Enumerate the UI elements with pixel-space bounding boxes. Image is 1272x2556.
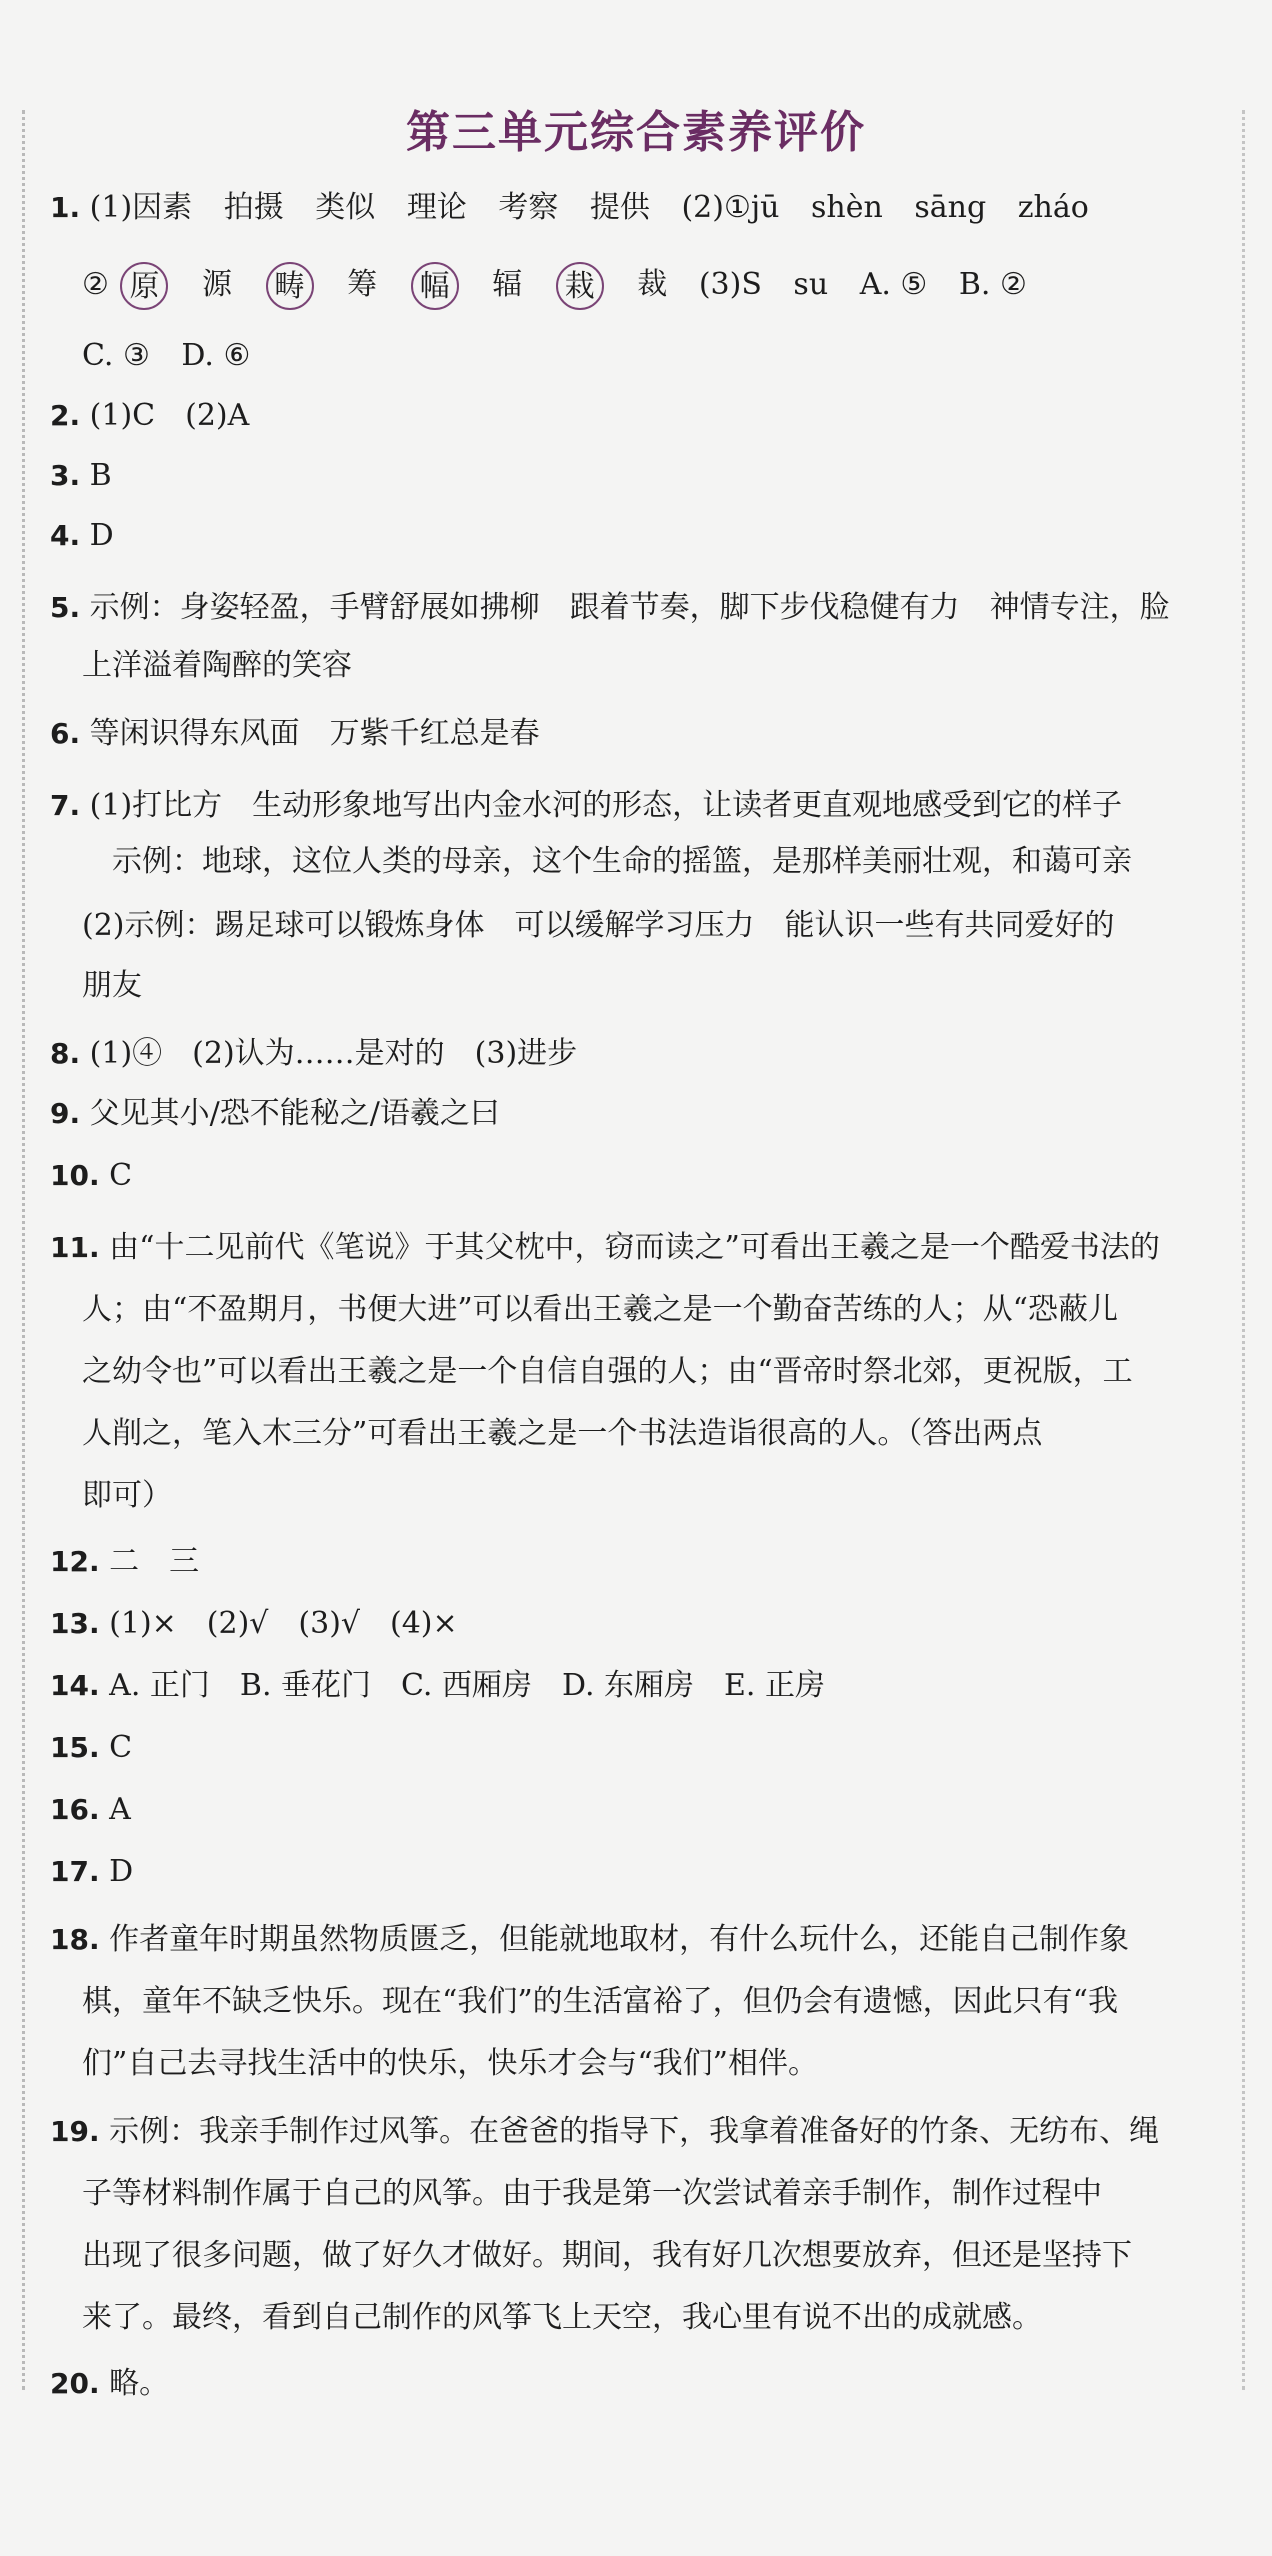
q3	[50, 456, 1180, 496]
q11-number: 11.	[50, 1231, 100, 1264]
q1-line3	[82, 336, 1212, 376]
q9	[50, 1094, 1180, 1134]
q1-word: 拍摄	[223, 190, 284, 225]
q1-item: D. ⑥	[181, 338, 251, 373]
q14-answer: A. 正门 B. 垂花门 C. 西厢房 D. 东厢房 E. 正房	[109, 1668, 825, 1703]
circled-char: 畴	[266, 262, 314, 310]
q11-text: 由“十二见前代《笔说》于其父枕中，窃而读之”可看出王羲之是一个酷爱书法的	[109, 1230, 1160, 1265]
q2	[50, 396, 1180, 436]
q17-answer: D	[109, 1854, 134, 1889]
q1-item: B. ②	[958, 267, 1027, 302]
q19-line4	[82, 2298, 1212, 2338]
right-dotted-border	[1242, 110, 1245, 2390]
q18-text: 们”自己去寻找生活中的快乐，快乐才会与“我们”相伴。	[82, 2046, 819, 2081]
q4-answer: D	[89, 518, 114, 553]
circled-char: 栽	[556, 262, 604, 310]
q1-word: 提供	[589, 190, 650, 225]
q1-word: 类似	[315, 190, 376, 225]
q13	[50, 1604, 1180, 1644]
q14-number: 14.	[50, 1669, 100, 1702]
q12-answer: 二 三	[109, 1544, 200, 1579]
q1-item: A. ⑤	[859, 267, 928, 302]
q6-number: 6.	[50, 717, 81, 750]
q19-line2	[82, 2174, 1212, 2214]
q17-number: 17.	[50, 1855, 100, 1888]
q3-number: 3.	[50, 459, 81, 492]
plain-char: 源	[202, 267, 232, 302]
q1-number: 1.	[50, 191, 81, 224]
q10	[50, 1156, 1180, 1196]
circled-char: 幅	[411, 262, 459, 310]
q18-text: 作者童年时期虽然物质匮乏，但能就地取材，有什么玩什么，还能自己制作象	[109, 1922, 1130, 1957]
q5-line1	[50, 588, 1180, 628]
q15	[50, 1728, 1180, 1768]
left-dotted-border	[22, 110, 25, 2390]
q1-line2	[82, 262, 1212, 310]
q16-answer: A	[109, 1792, 131, 1827]
q19-line3	[82, 2236, 1212, 2276]
q1-item: su	[793, 267, 829, 302]
q7-line4	[82, 966, 1212, 1006]
q19-text: 来了。最终，看到自己制作的风筝飞上天空，我心里有说不出的成就感。	[82, 2300, 1042, 2335]
q18-line3	[82, 2044, 1212, 2084]
plain-char: 裁	[637, 267, 668, 302]
q13-number: 13.	[50, 1607, 100, 1640]
q15-answer: C	[109, 1730, 133, 1765]
q11-text: 之幼令也”可以看出王羲之是一个自信自强的人；由“晋帝时祭北郊，更祝版，工	[82, 1354, 1133, 1389]
q7-number: 7.	[50, 789, 81, 822]
circled-char: 原	[120, 262, 168, 310]
q7-line3	[82, 906, 1212, 946]
q16	[50, 1790, 1180, 1830]
q1-item: (3)S	[698, 267, 762, 302]
q1-line1	[50, 188, 1180, 228]
q1-pinyin: sāng	[914, 190, 987, 225]
q18-number: 18.	[50, 1923, 100, 1956]
q6	[50, 714, 1180, 754]
q11-text: 人削之，笔入木三分”可看出王羲之是一个书法造诣很高的人。（答出两点	[82, 1416, 1043, 1451]
q18-line1	[50, 1920, 1180, 1960]
q7-line2	[112, 842, 1242, 882]
q7-text: (2)示例：踢足球可以锻炼身体 可以缓解学习压力 能认识一些有共同爱好的	[82, 908, 1115, 943]
q1-item: C. ③	[82, 338, 150, 373]
q4	[50, 516, 1180, 556]
q18-line2	[82, 1982, 1212, 2022]
q11-line3	[82, 1352, 1212, 1392]
q12	[50, 1542, 1180, 1582]
q10-answer: C	[109, 1158, 133, 1193]
q7-line1	[50, 786, 1180, 826]
plain-char: 筹	[347, 267, 378, 302]
q1-word: 考察	[498, 190, 559, 225]
q8-number: 8.	[50, 1037, 81, 1070]
q1-word: (1)因素	[89, 190, 193, 225]
q11-text: 人；由“不盈期月，书便大进”可以看出王羲之是一个勤奋苦练的人；从“恐蔽儿	[82, 1292, 1119, 1327]
q4-number: 4.	[50, 519, 81, 552]
q8-answer: (1)④ (2)认为……是对的 (3)进步	[89, 1036, 578, 1071]
q9-answer: 父见其小/恐不能秘之/语羲之曰	[89, 1096, 500, 1131]
q19-text: 子等材料制作属于自己的风筝。由于我是第一次尝试着亲手制作，制作过程中	[82, 2176, 1102, 2211]
q7-text: 朋友	[82, 968, 142, 1003]
q2-number: 2.	[50, 399, 81, 432]
q19-line1	[50, 2112, 1180, 2152]
q9-number: 9.	[50, 1097, 81, 1130]
q11-text: 即可）	[82, 1478, 172, 1513]
q12-number: 12.	[50, 1545, 100, 1578]
q1-pinyin: (2)①jū	[681, 190, 780, 225]
q1-pinyin: zháo	[1017, 190, 1089, 225]
plain-char: 辐	[492, 267, 523, 302]
q17	[50, 1852, 1180, 1892]
q18-text: 棋，童年不缺乏快乐。现在“我们”的生活富裕了，但仍会有遗憾，因此只有“我	[82, 1984, 1119, 2019]
q19-text: 出现了很多问题，做了好久才做好。期间，我有好几次想要放弃，但还是坚持下	[82, 2238, 1132, 2273]
q11-line4	[82, 1414, 1212, 1454]
q14	[50, 1666, 1180, 1706]
q19-number: 19.	[50, 2115, 100, 2148]
q10-number: 10.	[50, 1159, 100, 1192]
q8	[50, 1034, 1180, 1074]
q6-answer: 等闲识得东风面 万紫千红总是春	[89, 716, 540, 751]
q1-word: 理论	[406, 190, 467, 225]
q16-number: 16.	[50, 1793, 100, 1826]
q20-answer: 略。	[109, 2366, 170, 2401]
q1-pinyin: shèn	[811, 190, 883, 225]
q5-number: 5.	[50, 591, 81, 624]
q2-answer: (1)C (2)A	[89, 398, 250, 433]
q11-line5	[82, 1476, 1212, 1516]
q11-line1	[50, 1228, 1180, 1268]
q7-text: (1)打比方 生动形象地写出内金水河的形态，让读者更直观地感受到它的样子	[89, 788, 1123, 823]
q5-line2	[82, 646, 1212, 686]
q20	[50, 2364, 1180, 2404]
q15-number: 15.	[50, 1731, 100, 1764]
page-title: 第三单元综合素养评价	[406, 107, 866, 158]
q5-text: 示例：身姿轻盈，手臂舒展如拂柳 跟着节奏，脚下步伐稳健有力 神情专注，脸	[89, 590, 1170, 625]
q1-circle-prefix: ②	[82, 267, 109, 302]
q7-text: 示例：地球，这位人类的母亲，这个生命的摇篮，是那样美丽壮观，和蔼可亲	[112, 844, 1132, 879]
q11-line2	[82, 1290, 1212, 1330]
q13-answer: (1)× (2)√ (3)√ (4)×	[109, 1606, 458, 1641]
q19-text: 示例：我亲手制作过风筝。在爸爸的指导下，我拿着准备好的竹条、无纺布、绳	[109, 2114, 1160, 2149]
q20-number: 20.	[50, 2367, 100, 2400]
q5-text: 上洋溢着陶醉的笑容	[82, 648, 352, 683]
q3-answer: B	[89, 458, 112, 493]
